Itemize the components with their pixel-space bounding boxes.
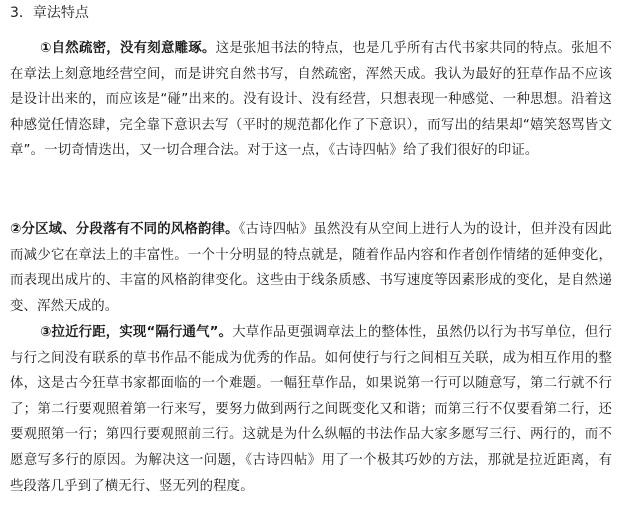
paragraph-lead: ②分区域、分段落有不同的风格韵律。	[10, 222, 239, 237]
paragraph-body: 《古诗四帖》虽然没有从空间上进行人为的设计，但并没有因此而减少它在章法上的丰富性。一个十分明显的特点就是，随着作品内容和作者创作情绪的延伸变化，而表现出成片的、丰富的风格韵律变化。这些由于线条质感、书写速度等因素形成的变化，是自然递变、浑然天成的。	[10, 222, 612, 314]
paragraph-lead: ③拉近行距，实现“隔行通气”。	[40, 325, 233, 340]
section-heading: 3．章法特点	[10, 5, 89, 21]
paragraph-natural-spacing	[10, 36, 612, 164]
paragraph-body: 这是张旭书法的特点，也是几乎所有古代书家共同的特点。张旭不在章法上刻意地经营空间，而是讲究自然书写，自然疏密，浑然天成。我认为最好的狂草作品不应该是设计出来的，而应该是“碰”出来的。没有设计、没有经营，只想表现一种感觉、一种思想。沿着这种感觉任情恣肆，完全靠下意识去写（平时的规范都化作了下意识），而写出的结果却“嬉笑怒骂皆文章”。一切奇情迭出，又一切合理合法。对于这一点，《古诗四帖》给了我们很好的印证。	[10, 41, 612, 159]
paragraph-body: 大草作品更强调章法上的整体性，虽然仍以行为书写单位，但行与行之间没有联系的草书作品不能成为优秀的作品。如何使行与行之间相互关联，成为相互作用的整体，这是古今狂草书家都面临的一个难题。一幅狂草作品，如果说第一行可以随意写，第二行就不行了；第二行要观照着第一行来写，要努力做到两行之间既变化又和谐；而第三行不仅要看第二行，还要观照第一行；第四行要观照前三行。这就是为什么纵幅的书法作品大家多愿写三行、两行的，而不愿意写多行的原因。为解决这一问题，《古诗四帖》用了一个极其巧妙的方法，那就是拉近距离，有些段落几乎到了横无行、竖无列的程度。	[10, 325, 612, 494]
paragraph-regional-rhythm	[10, 217, 612, 319]
paragraph-lead: ①自然疏密，没有刻意雕琢。	[40, 41, 216, 56]
paragraph-line-spacing	[10, 320, 612, 499]
